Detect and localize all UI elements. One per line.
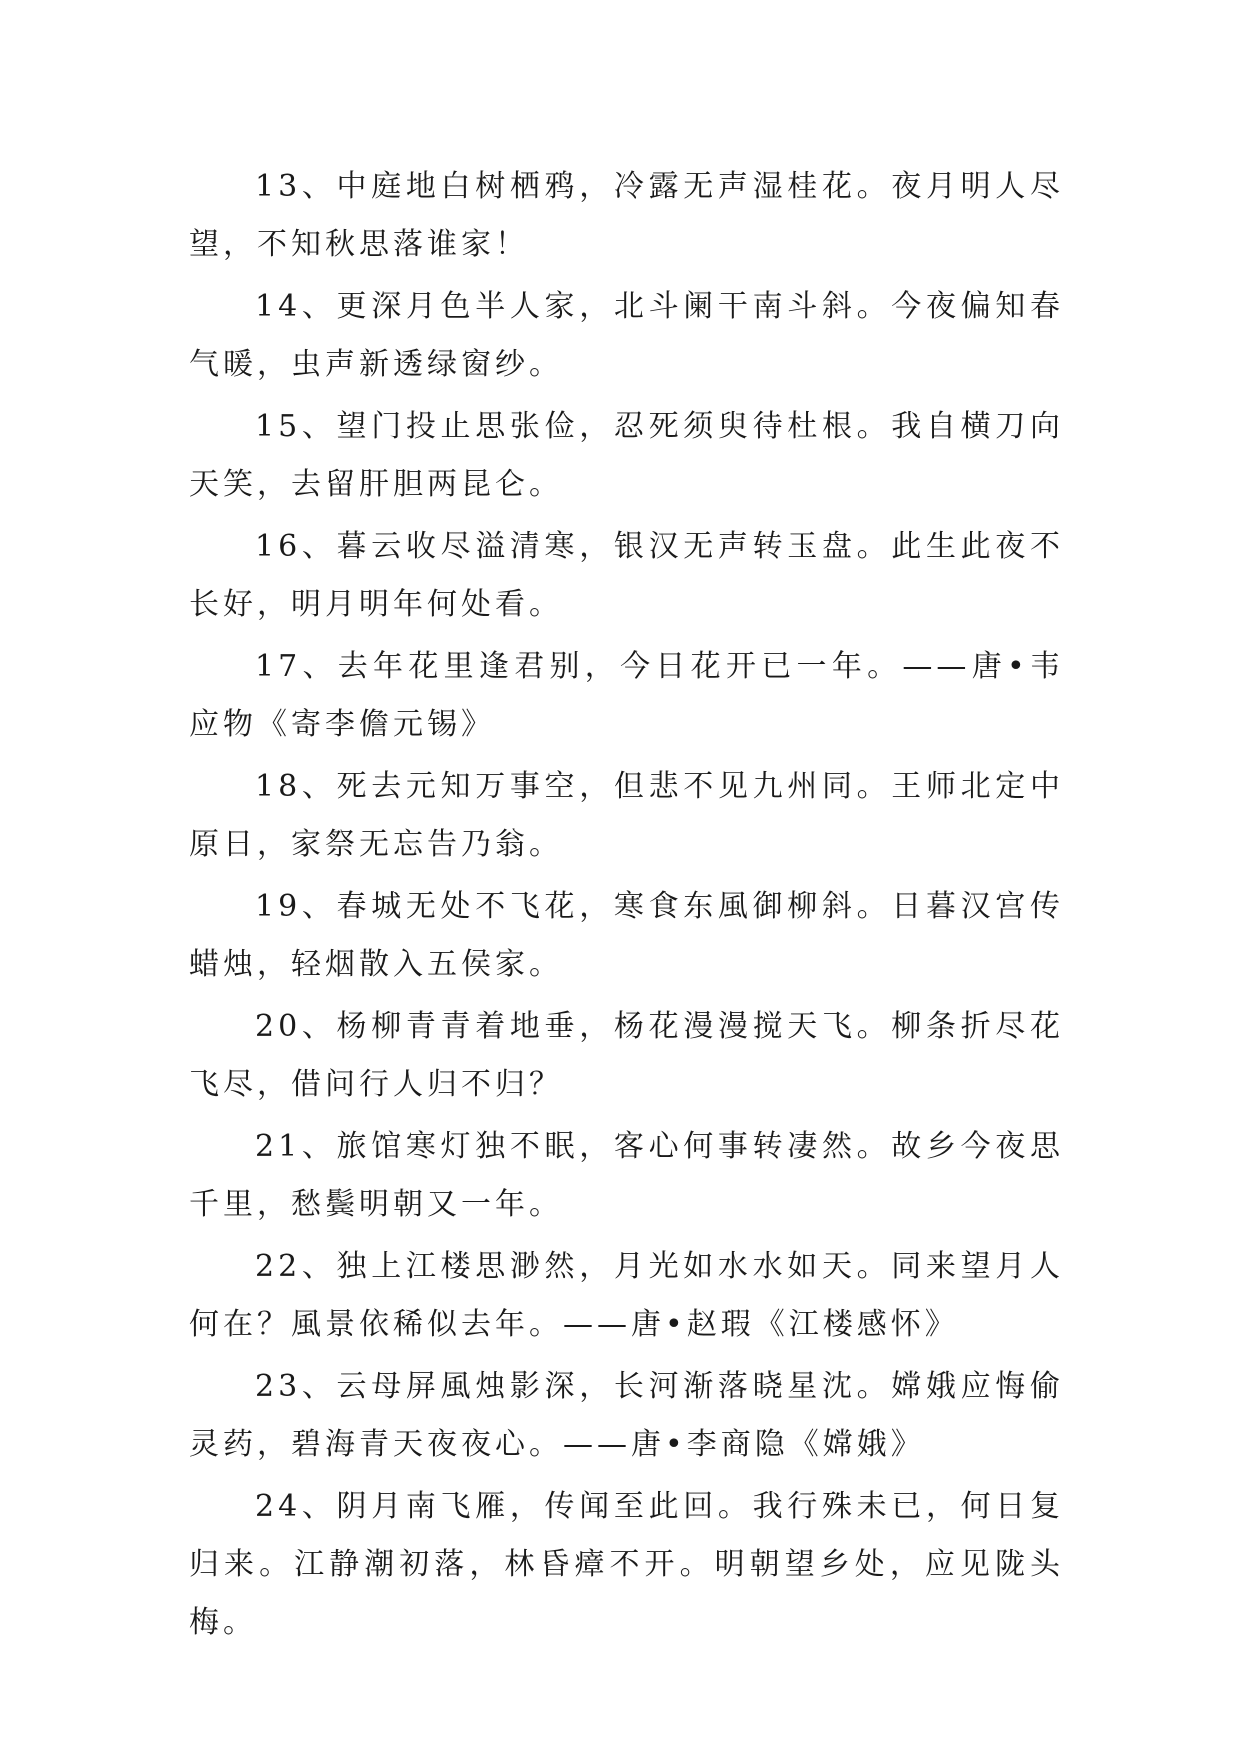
poem-paragraph-22: 22、独上江楼思渺然，月光如水水如天。同来望月人何在？風景依稀似去年。——唐•赵瑕《江楼感怀》 [189,1249,1064,1342]
poem-paragraph-23: 23、云母屏風烛影深，长河渐落晓星沈。嫦娥应悔偷灵药，碧海青天夜夜心。——唐•李商隐《嫦娥》 [189,1369,1064,1462]
poem-paragraph-14: 14、更深月色半人家，北斗阑干南斗斜。今夜偏知春气暖，虫声新透绿窗纱。 [189,289,1064,382]
poem-paragraph-20: 20、杨柳青青着地垂，杨花漫漫搅天飞。柳条折尽花飞尽，借问行人归不归？ [189,1009,1064,1102]
poem-paragraph-13: 13、中庭地白树栖鸦，冷露无声湿桂花。夜月明人尽望，不知秋思落谁家！ [189,169,1064,262]
poem-paragraph-21: 21、旅馆寒灯独不眠，客心何事转凄然。故乡今夜思千里，愁鬓明朝又一年。 [189,1129,1064,1222]
poem-list [189,158,1064,1656]
poem-paragraph-15: 15、望门投止思张俭，忍死须臾待杜根。我自横刀向天笑，去留肝胆两昆仑。 [189,409,1064,502]
poem-paragraph-16: 16、暮云收尽溢清寒，银汉无声转玉盘。此生此夜不长好，明月明年何处看。 [189,529,1064,622]
poem-paragraph-24: 24、阴月南飞雁，传闻至此回。我行殊未已，何日复归来。江静潮初落，林昏瘴不开。明朝望乡处，应见陇头梅。 [189,1489,1064,1640]
poem-paragraph-17: 17、去年花里逢君别，今日花开已一年。——唐•韦应物《寄李儋元锡》 [189,649,1064,742]
poem-paragraph-18: 18、死去元知万事空，但悲不见九州同。王师北定中原日，家祭无忘告乃翁。 [189,769,1064,862]
poem-paragraph-19: 19、春城无处不飞花，寒食东風御柳斜。日暮汉宫传蜡烛，轻烟散入五侯家。 [189,889,1064,982]
